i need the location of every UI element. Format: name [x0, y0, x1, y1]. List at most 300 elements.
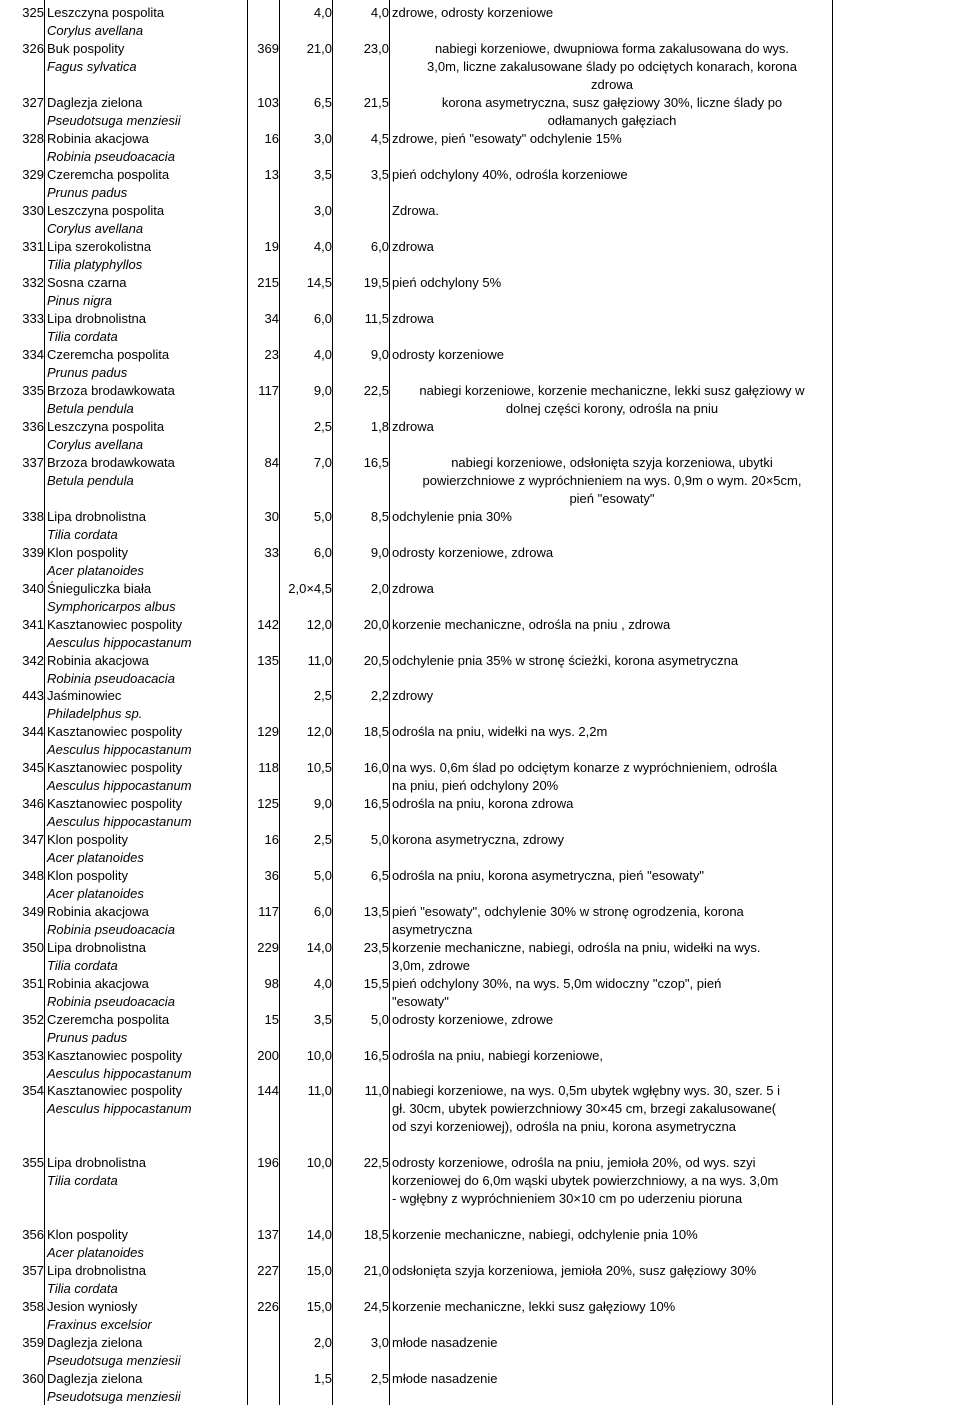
species-latin-name: Tilia cordata	[47, 329, 118, 344]
description-line: gł. 30cm, ubytek powierzchniowy 30×45 cm, brzegi zakalusowane(	[392, 1101, 777, 1116]
description-line: zdrowe, pień "esowaty" odchylenie 15%	[392, 131, 622, 146]
trunk-circumference: 129	[257, 724, 279, 739]
species-cell	[47, 508, 247, 544]
species-cell	[47, 1370, 247, 1406]
species-cell	[47, 1082, 247, 1118]
description-line: odrosty korzeniowe	[392, 347, 504, 362]
species-latin-name: Aesculus hippocastanum	[47, 814, 192, 829]
trunk-circumference: 16	[264, 832, 279, 847]
column-divider	[332, 0, 333, 1405]
trunk-circumference: 84	[264, 455, 279, 470]
species-latin-name: Pseudotsuga menziesii	[47, 1389, 181, 1404]
column-divider	[389, 0, 390, 1405]
crown-diameter: 6,0	[313, 904, 332, 919]
crown-diameter: 2,5	[313, 688, 332, 703]
crown-diameter: 9,0	[313, 383, 332, 398]
trunk-circumference: 125	[257, 796, 279, 811]
crown-diameter: 5,0	[313, 868, 332, 883]
condition-description	[392, 759, 832, 795]
trunk-circumference: 19	[264, 239, 279, 254]
species-polish-name: Kasztanowiec pospolity	[47, 760, 183, 775]
species-latin-name: Acer platanoides	[47, 563, 144, 578]
species-cell	[47, 130, 247, 166]
description-line: zdrowa	[392, 419, 434, 434]
trunk-circumference: 16	[264, 131, 279, 146]
crown-diameter: 12,0	[306, 617, 332, 632]
description-line: asymetryczna	[392, 922, 473, 937]
species-polish-name: Kasztanowiec pospolity	[47, 1048, 183, 1063]
tree-height: 16,0	[363, 760, 389, 775]
condition-description	[392, 939, 832, 975]
species-cell	[47, 687, 247, 723]
species-cell	[47, 1011, 247, 1047]
description-line: korzenie mechaniczne, lekki susz gałęziowy 10%	[392, 1299, 676, 1314]
species-latin-name: Aesculus hippocastanum	[47, 778, 192, 793]
tree-height: 24,5	[363, 1299, 389, 1314]
tree-height: 23,5	[363, 940, 389, 955]
condition-description	[392, 1082, 832, 1136]
trunk-circumference: 137	[257, 1227, 279, 1242]
description-line: na pniu, pień odchylony 20%	[392, 778, 559, 793]
trunk-circumference: 142	[257, 617, 279, 632]
tree-height: 18,5	[363, 1227, 389, 1242]
species-latin-name: Aesculus hippocastanum	[47, 1101, 192, 1116]
tree-number: 342	[22, 653, 44, 668]
species-polish-name: Klon pospolity	[47, 545, 128, 560]
species-cell	[47, 652, 247, 688]
description-line: pień odchylony 5%	[392, 275, 502, 290]
trunk-circumference: 229	[257, 940, 279, 955]
trunk-circumference: 227	[257, 1263, 279, 1278]
tree-number: 360	[22, 1371, 44, 1386]
trunk-circumference: 15	[264, 1012, 279, 1027]
condition-description	[392, 544, 832, 562]
species-polish-name: Jesion wyniosły	[47, 1299, 138, 1314]
condition-description	[392, 1334, 832, 1352]
tree-height: 20,0	[363, 617, 389, 632]
description-line: odrosty korzeniowe, zdrowa	[392, 545, 554, 560]
condition-description	[392, 903, 832, 939]
trunk-circumference: 369	[257, 41, 279, 56]
tree-height: 18,5	[363, 724, 389, 739]
description-line: odrosty korzeniowe, odrośla na pniu, jemioła 20%, od wys. szyi	[392, 1155, 756, 1170]
crown-diameter: 4,0	[313, 347, 332, 362]
description-line: młode nasadzenie	[392, 1335, 498, 1350]
tree-number: 353	[22, 1048, 44, 1063]
species-cell	[47, 723, 247, 759]
tree-height: 3,5	[370, 167, 389, 182]
tree-number: 349	[22, 904, 44, 919]
tree-height: 11,5	[364, 311, 389, 326]
condition-description	[392, 274, 832, 292]
description-line: korzenie mechaniczne, nabiegi, odrośla na pniu, widełki na wys.	[392, 940, 761, 955]
condition-description	[392, 346, 832, 364]
crown-diameter: 12,0	[306, 724, 332, 739]
species-cell	[47, 903, 247, 939]
tree-number: 341	[22, 617, 44, 632]
species-latin-name: Robinia pseudoacacia	[47, 922, 175, 937]
species-polish-name: Daglezja zielona	[47, 1371, 143, 1386]
trunk-circumference: 23	[264, 347, 279, 362]
tree-number: 344	[22, 724, 44, 739]
description-line: pień odchylony 30%, na wys. 5,0m widoczny "czop", pień	[392, 976, 722, 991]
condition-description	[392, 40, 832, 94]
crown-diameter: 10,5	[306, 760, 332, 775]
tree-height: 3,0	[370, 1335, 389, 1350]
tree-number: 354	[22, 1083, 44, 1098]
tree-height: 5,0	[370, 1012, 389, 1027]
tree-height: 22,5	[363, 383, 389, 398]
description-line: pień odchylony 40%, odrośla korzeniowe	[392, 167, 628, 182]
tree-number: 340	[22, 581, 44, 596]
tree-height: 4,0	[370, 5, 389, 20]
tree-number: 443	[22, 688, 44, 703]
tree-number: 326	[22, 41, 44, 56]
condition-description	[392, 1154, 832, 1208]
species-latin-name: Aesculus hippocastanum	[47, 742, 192, 757]
tree-number: 348	[22, 868, 44, 883]
crown-diameter: 2,5	[313, 419, 332, 434]
description-line: korona asymetryczna, zdrowy	[392, 832, 564, 847]
crown-diameter: 3,0	[313, 131, 332, 146]
description-line: pień "esowaty", odchylenie 30% w stronę ogrodzenia, korona	[392, 904, 744, 919]
trunk-circumference: 98	[264, 976, 279, 991]
description-line: zdrowa	[591, 77, 633, 92]
tree-height: 15,5	[363, 976, 389, 991]
crown-diameter: 6,0	[313, 545, 332, 560]
tree-height: 2,5	[370, 1371, 389, 1386]
species-polish-name: Kasztanowiec pospolity	[47, 1083, 183, 1098]
crown-diameter: 15,0	[306, 1263, 332, 1278]
species-latin-name: Corylus avellana	[47, 23, 144, 38]
column-divider	[247, 0, 248, 1405]
tree-height: 2,2	[370, 688, 389, 703]
species-polish-name: Lipa drobnolistna	[47, 509, 147, 524]
species-polish-name: Lipa drobnolistna	[47, 1155, 147, 1170]
crown-diameter: 15,0	[306, 1299, 332, 1314]
species-cell	[47, 580, 247, 616]
description-line: Zdrowa.	[392, 203, 439, 218]
tree-height: 4,5	[370, 131, 389, 146]
species-polish-name: Sosna czarna	[47, 275, 127, 290]
tree-height: 8,5	[370, 509, 389, 524]
crown-diameter: 1,5	[313, 1371, 332, 1386]
tree-number: 334	[22, 347, 44, 362]
species-latin-name: Tilia cordata	[47, 958, 118, 973]
condition-description	[392, 831, 832, 849]
tree-number: 350	[22, 940, 44, 955]
tree-height: 20,5	[363, 653, 389, 668]
species-cell	[47, 544, 247, 580]
tree-number: 339	[22, 545, 44, 560]
crown-diameter: 3,5	[313, 167, 332, 182]
species-cell	[47, 1262, 247, 1298]
description-line: pień "esowaty"	[569, 491, 655, 506]
trunk-circumference: 196	[257, 1155, 279, 1170]
trunk-circumference: 135	[257, 653, 279, 668]
species-latin-name: Prunus padus	[47, 365, 128, 380]
crown-diameter: 2,0×4,5	[288, 581, 332, 596]
tree-height: 11,0	[364, 1083, 389, 1098]
condition-description	[392, 652, 832, 670]
species-cell	[47, 795, 247, 831]
condition-description	[392, 130, 832, 148]
tree-number: 336	[22, 419, 44, 434]
species-latin-name: Tilia cordata	[47, 1281, 118, 1296]
description-line: zdrowa	[392, 581, 434, 596]
tree-number: 329	[22, 167, 44, 182]
crown-diameter: 9,0	[313, 796, 332, 811]
crown-diameter: 3,0	[313, 203, 332, 218]
column-divider	[279, 0, 280, 1405]
species-cell	[47, 40, 247, 76]
species-polish-name: Lipa drobnolistna	[47, 940, 147, 955]
species-cell	[47, 454, 247, 490]
tree-number: 327	[22, 95, 44, 110]
condition-description	[392, 94, 832, 130]
trunk-circumference: 117	[258, 904, 279, 919]
species-cell	[47, 1334, 247, 1370]
description-line: dolnej części korony, odrośla na pniu	[505, 401, 719, 416]
species-cell	[47, 1154, 247, 1190]
crown-diameter: 10,0	[306, 1048, 332, 1063]
species-latin-name: Acer platanoides	[47, 886, 144, 901]
trunk-circumference: 34	[264, 311, 279, 326]
tree-number: 351	[22, 976, 44, 991]
trunk-circumference: 118	[258, 760, 279, 775]
species-polish-name: Leszczyna pospolita	[47, 419, 165, 434]
description-line: odrośla na pniu, korona zdrowa	[392, 796, 574, 811]
description-line: zdrowy	[392, 688, 434, 703]
tree-number: 338	[22, 509, 44, 524]
species-polish-name: Daglezja zielona	[47, 1335, 143, 1350]
description-line: - wgłębny z wypróchnieniem 30×10 cm po uderzeniu pioruna	[392, 1191, 743, 1206]
species-cell	[47, 202, 247, 238]
species-cell	[47, 975, 247, 1011]
condition-description	[392, 867, 832, 885]
trunk-circumference: 103	[257, 95, 279, 110]
species-latin-name: Tilia platyphyllos	[47, 257, 143, 272]
tree-height: 2,0	[370, 581, 389, 596]
tree-number: 335	[22, 383, 44, 398]
tree-height: 9,0	[370, 545, 389, 560]
tree-number: 331	[22, 239, 44, 254]
species-polish-name: Kasztanowiec pospolity	[47, 796, 183, 811]
condition-description	[392, 454, 832, 508]
description-line: korona asymetryczna, susz gałęziowy 30%, liczne ślady po	[441, 95, 783, 110]
condition-description	[392, 202, 832, 220]
species-polish-name: Brzoza brodawkowata	[47, 383, 175, 398]
species-latin-name: Betula pendula	[47, 473, 134, 488]
description-line: odrośla na pniu, korona asymetryczna, pień "esowaty"	[392, 868, 705, 883]
species-cell	[47, 759, 247, 795]
species-polish-name: Jaśminowiec	[47, 688, 122, 703]
species-latin-name: Pinus nigra	[47, 293, 113, 308]
tree-number: 325	[22, 5, 44, 20]
tree-number: 345	[22, 760, 44, 775]
crown-diameter: 7,0	[313, 455, 332, 470]
crown-diameter: 3,5	[313, 1012, 332, 1027]
trunk-circumference: 30	[264, 509, 279, 524]
tree-number: 346	[22, 796, 44, 811]
species-cell	[47, 1298, 247, 1334]
trunk-circumference: 13	[264, 167, 279, 182]
species-latin-name: Aesculus hippocastanum	[47, 635, 192, 650]
tree-number: 328	[22, 131, 44, 146]
species-cell	[47, 4, 247, 40]
crown-diameter: 14,0	[306, 1227, 332, 1242]
description-line: odchylenie pnia 30%	[392, 509, 512, 524]
condition-description	[392, 508, 832, 526]
tree-number: 333	[22, 311, 44, 326]
species-polish-name: Daglezja zielona	[47, 95, 143, 110]
species-latin-name: Philadelphus sp.	[47, 706, 143, 721]
tree-height: 6,0	[370, 239, 389, 254]
species-cell	[47, 166, 247, 202]
species-cell	[47, 418, 247, 454]
description-line: odłamanych gałęziach	[547, 113, 677, 128]
tree-height: 16,5	[363, 455, 389, 470]
species-latin-name: Fraxinus excelsior	[47, 1317, 152, 1332]
description-line: "esowaty"	[392, 994, 449, 1009]
species-polish-name: Kasztanowiec pospolity	[47, 617, 183, 632]
tree-number: 355	[22, 1155, 44, 1170]
crown-diameter: 2,0	[313, 1335, 332, 1350]
tree-height: 6,5	[370, 868, 389, 883]
species-cell	[47, 310, 247, 346]
trunk-circumference: 226	[257, 1299, 279, 1314]
description-line: korzenie mechaniczne, odrośla na pniu , zdrowa	[392, 617, 671, 632]
species-polish-name: Klon pospolity	[47, 1227, 128, 1242]
condition-description	[392, 418, 832, 436]
species-polish-name: Klon pospolity	[47, 832, 128, 847]
tree-number: 356	[22, 1227, 44, 1242]
condition-description	[392, 1370, 832, 1388]
description-line: odrosty korzeniowe, zdrowe	[392, 1012, 554, 1027]
trunk-circumference: 117	[258, 383, 279, 398]
condition-description	[392, 1262, 832, 1280]
tree-number: 359	[22, 1335, 44, 1350]
tree-height: 9,0	[370, 347, 389, 362]
description-line: nabiegi korzeniowe, odsłonięta szyja korzeniowa, ubytki	[451, 455, 773, 470]
species-latin-name: Symphoricarpos albus	[47, 599, 176, 614]
crown-diameter: 4,0	[313, 976, 332, 991]
species-latin-name: Tilia cordata	[47, 1173, 118, 1188]
description-line: odrośla na pniu, widełki na wys. 2,2m	[392, 724, 608, 739]
condition-description	[392, 975, 832, 1011]
trunk-circumference: 144	[257, 1083, 279, 1098]
species-polish-name: Kasztanowiec pospolity	[47, 724, 183, 739]
species-latin-name: Acer platanoides	[47, 850, 144, 865]
species-latin-name: Corylus avellana	[47, 437, 144, 452]
tree-height: 23,0	[363, 41, 389, 56]
crown-diameter: 14,5	[306, 275, 332, 290]
crown-diameter: 21,0	[306, 41, 332, 56]
species-latin-name: Prunus padus	[47, 185, 128, 200]
tree-height: 21,5	[363, 95, 389, 110]
species-latin-name: Betula pendula	[47, 401, 134, 416]
tree-height: 13,5	[363, 904, 389, 919]
description-line: korzeniowej do 6,0m wąski ubytek powierzchniowy, a na wys. 3,0m	[392, 1173, 779, 1188]
species-latin-name: Fagus sylvatica	[47, 59, 137, 74]
description-line: młode nasadzenie	[392, 1371, 498, 1386]
tree-number: 358	[22, 1299, 44, 1314]
condition-description	[392, 382, 832, 418]
description-line: 3,0m, zdrowe	[392, 958, 471, 973]
description-line: nabiegi korzeniowe, korzenie mechaniczne, lekki susz gałęziowy w	[419, 383, 805, 398]
tree-number: 337	[22, 455, 44, 470]
description-line: zdrowa	[392, 311, 434, 326]
condition-description	[392, 687, 832, 705]
species-polish-name: Czeremcha pospolita	[47, 167, 170, 182]
crown-diameter: 14,0	[306, 940, 332, 955]
species-latin-name: Aesculus hippocastanum	[47, 1066, 192, 1081]
crown-diameter: 11,0	[307, 653, 332, 668]
species-latin-name: Robinia pseudoacacia	[47, 671, 175, 686]
condition-description	[392, 616, 832, 634]
species-cell	[47, 616, 247, 652]
condition-description	[392, 1226, 832, 1244]
trunk-circumference: 200	[257, 1048, 279, 1063]
description-line: odsłonięta szyja korzeniowa, jemioła 20%, susz gałęziowy 30%	[392, 1263, 757, 1278]
species-cell	[47, 238, 247, 274]
tree-height: 1,8	[370, 419, 389, 434]
species-cell	[47, 867, 247, 903]
crown-diameter: 11,0	[307, 1083, 332, 1098]
description-line: odrośla na pniu, nabiegi korzeniowe,	[392, 1048, 604, 1063]
species-polish-name: Robinia akacjowa	[47, 904, 149, 919]
species-polish-name: Lipa drobnolistna	[47, 311, 147, 326]
tree-number: 347	[22, 832, 44, 847]
crown-diameter: 2,5	[313, 832, 332, 847]
crown-diameter: 6,0	[313, 311, 332, 326]
description-line: od szyi korzeniowej), odrośla na pniu, korona asymetryczna	[392, 1119, 736, 1134]
species-polish-name: Robinia akacjowa	[47, 131, 149, 146]
condition-description	[392, 723, 832, 741]
species-cell	[47, 831, 247, 867]
species-latin-name: Acer platanoides	[47, 1245, 144, 1260]
condition-description	[392, 4, 832, 22]
description-line: korzenie mechaniczne, nabiegi, odchylenie pnia 10%	[392, 1227, 698, 1242]
crown-diameter: 4,0	[313, 239, 332, 254]
tree-height: 5,0	[370, 832, 389, 847]
tree-number: 352	[22, 1012, 44, 1027]
species-cell	[47, 94, 247, 130]
condition-description	[392, 1011, 832, 1029]
species-cell	[47, 939, 247, 975]
species-cell	[47, 382, 247, 418]
description-line: odchylenie pnia 35% w stronę ścieżki, korona asymetryczna	[392, 653, 739, 668]
species-latin-name: Robinia pseudoacacia	[47, 994, 175, 1009]
condition-description	[392, 310, 832, 328]
species-cell	[47, 346, 247, 382]
species-latin-name: Prunus padus	[47, 1030, 128, 1045]
species-cell	[47, 1047, 247, 1083]
condition-description	[392, 580, 832, 598]
species-polish-name: Leszczyna pospolita	[47, 5, 165, 20]
tree-number: 330	[22, 203, 44, 218]
description-line: powierzchniowe z wypróchnieniem na wys. 0,9m o wym. 20×5cm,	[422, 473, 802, 488]
species-latin-name: Pseudotsuga menziesii	[47, 1353, 181, 1368]
tree-number: 332	[22, 275, 44, 290]
species-polish-name: Brzoza brodawkowata	[47, 455, 175, 470]
species-polish-name: Robinia akacjowa	[47, 653, 149, 668]
condition-description	[392, 1047, 832, 1065]
column-divider	[44, 0, 45, 1405]
species-polish-name: Czeremcha pospolita	[47, 347, 170, 362]
description-line: nabiegi korzeniowe, dwupniowa forma zakalusowana do wys.	[434, 41, 790, 56]
tree-height: 22,5	[363, 1155, 389, 1170]
